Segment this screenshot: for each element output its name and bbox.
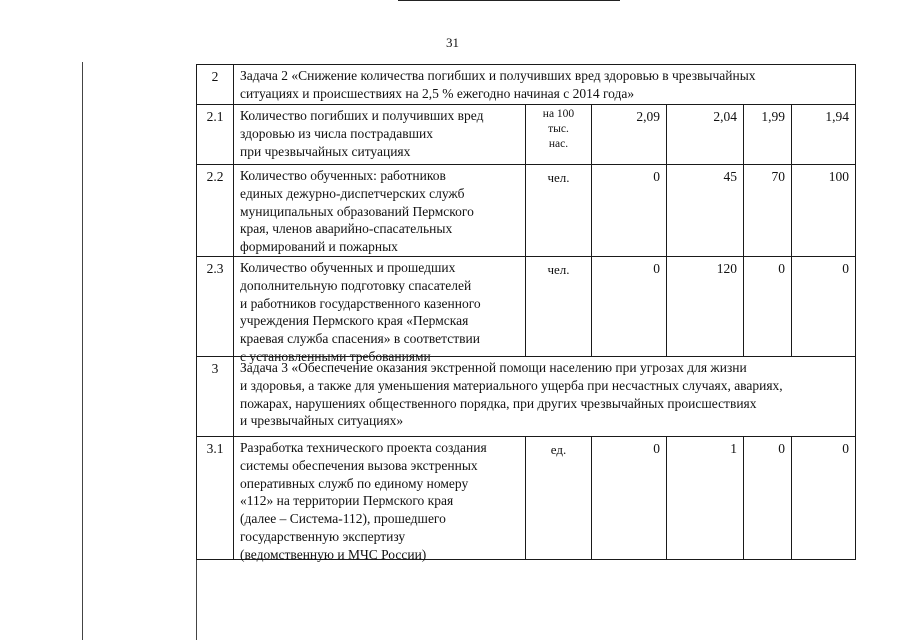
unit-cell: ед. bbox=[525, 437, 591, 559]
unit-cell: чел. bbox=[525, 257, 591, 356]
value-2015: 120 bbox=[666, 257, 743, 356]
row-number: 2.1 bbox=[206, 109, 224, 124]
description-line: (ведомственную и МЧС России) bbox=[240, 546, 427, 562]
value-2016: 70 bbox=[743, 165, 791, 256]
description-line: при чрезвычайных ситуациях bbox=[240, 143, 411, 159]
task-2-number: 2 bbox=[211, 69, 219, 84]
value-2014: 0 bbox=[591, 437, 666, 559]
description-line: и работников государственного казенного bbox=[240, 295, 481, 311]
left-margin-line bbox=[82, 62, 83, 640]
unit-line: нас. bbox=[548, 138, 569, 150]
value-2017: 0 bbox=[791, 437, 855, 559]
description-line: оперативных служб по единому номеру bbox=[240, 475, 469, 491]
unit-cell: чел. bbox=[525, 165, 591, 256]
value-2015: 45 bbox=[666, 165, 743, 256]
row-description bbox=[233, 105, 525, 164]
task-2-line: ситуациях и происшествиях на 2,5 % ежегодно начиная с 2014 года» bbox=[240, 85, 635, 101]
description-line: системы обеспечения вызова экстренных bbox=[240, 457, 478, 473]
task-2-line: Задача 2 «Снижение количества погибших и получивших вред здоровью в чрезвычайных bbox=[240, 68, 756, 83]
description-line: учреждения Пермского края «Пермская bbox=[240, 313, 469, 329]
unit-line: тыс. bbox=[548, 123, 569, 135]
task-3-line: и чрезвычайных ситуациях» bbox=[240, 413, 404, 429]
value-2017: 100 bbox=[791, 165, 855, 256]
unit-line: на 100 bbox=[542, 108, 575, 120]
task-2-row bbox=[196, 64, 856, 105]
description-line: Разработка технического проекта создания bbox=[240, 440, 487, 455]
scan-edge-line bbox=[398, 0, 620, 1]
description-line: Количество погибших и получивших вред bbox=[240, 108, 484, 123]
description-line: Количество обученных: работников bbox=[240, 168, 446, 183]
task-3-line: пожарах, нарушениях общественного порядка, при других чрезвычайных происшествиях bbox=[240, 395, 757, 411]
value-2015: 2,04 bbox=[666, 105, 743, 164]
value-2016: 1,99 bbox=[743, 105, 791, 164]
indicator-row-2-1 bbox=[196, 104, 856, 165]
indicator-row-2-2 bbox=[196, 164, 856, 257]
value-2015: 1 bbox=[666, 437, 743, 559]
row-number: 2.2 bbox=[206, 169, 224, 184]
value-2014: 0 bbox=[591, 165, 666, 256]
indicator-row-3-1 bbox=[196, 436, 856, 560]
description-line: с установленными требованиями bbox=[240, 348, 431, 364]
value-2014: 2,09 bbox=[591, 105, 666, 164]
row-description bbox=[233, 165, 525, 256]
description-line: формирований и пожарных bbox=[240, 239, 398, 255]
value-2017: 1,94 bbox=[791, 105, 855, 164]
value-2017: 0 bbox=[791, 257, 855, 356]
page-number: 31 bbox=[446, 35, 459, 50]
description-line: края, членов аварийно-спасательных bbox=[240, 221, 453, 237]
description-line: «112» на территории Пермского края bbox=[240, 493, 454, 509]
row-number: 2.3 bbox=[206, 261, 224, 276]
description-line: здоровью из числа пострадавших bbox=[240, 125, 433, 141]
description-line: единых дежурно-диспетчерских служб bbox=[240, 185, 465, 201]
row-description bbox=[233, 437, 525, 562]
task-3-row bbox=[196, 356, 856, 437]
unit-cell bbox=[525, 105, 591, 164]
task-3-text bbox=[233, 357, 855, 436]
indicator-row-2-3 bbox=[196, 256, 856, 364]
description-line: муниципальных образований Пермского bbox=[240, 203, 474, 219]
row-number: 3.1 bbox=[206, 441, 224, 456]
value-2016: 0 bbox=[743, 437, 791, 559]
table-continuation-line bbox=[196, 560, 197, 640]
description-line: государственную экспертизу bbox=[240, 528, 406, 544]
row-description bbox=[233, 257, 525, 364]
task-3-line: и здоровья, а также для уменьшения материального ущерба при несчастных случаях, авариях, bbox=[240, 377, 783, 393]
task-3-line: Задача 3 «Обеспечение оказания экстренной помощи населению при угрозах для жизни bbox=[240, 360, 747, 375]
description-line: Количество обученных и прошедших bbox=[240, 260, 456, 275]
value-2016: 0 bbox=[743, 257, 791, 356]
task-3-number: 3 bbox=[211, 361, 219, 376]
description-line: (далее – Система-112), прошедшего bbox=[240, 511, 446, 527]
value-2014: 0 bbox=[591, 257, 666, 356]
description-line: дополнительную подготовку спасателей bbox=[240, 277, 472, 293]
description-line: краевая служба спасения» в соответствии bbox=[240, 331, 480, 347]
task-2-text bbox=[233, 65, 855, 104]
